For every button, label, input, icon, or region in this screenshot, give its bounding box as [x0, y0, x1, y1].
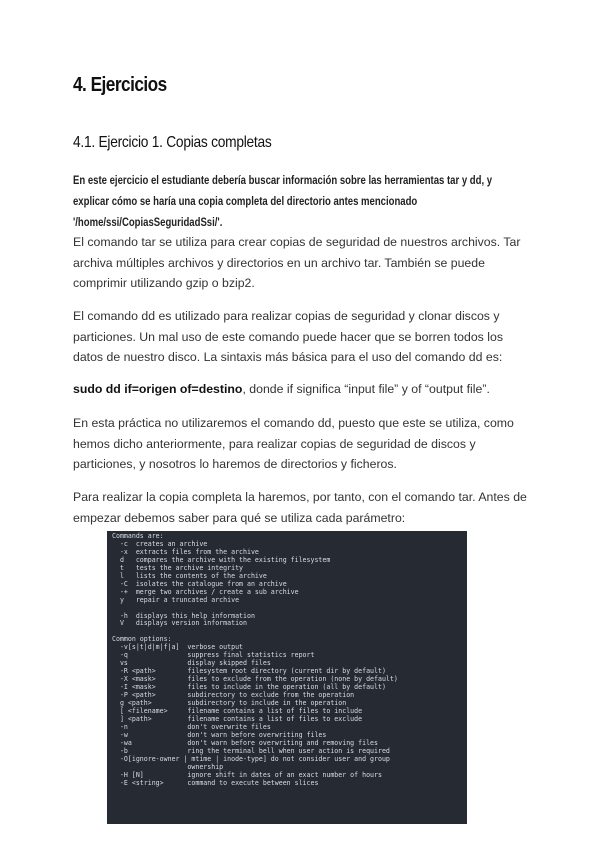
terminal-line: -h displays this help information [112, 611, 255, 620]
terminal-line: Commands are: [112, 532, 164, 540]
terminal-line: Common options: [112, 635, 172, 644]
terminal-line: -R <path> filesystem root directory (current dir by default) [112, 667, 386, 676]
terminal-line: -O[ignore-owner | mtime | inode-type] do not consider user and group [112, 754, 390, 763]
dd-command: sudo dd if=origen of=destino [73, 382, 243, 396]
terminal-line: ownership [112, 762, 224, 771]
terminal-line: -X <mask> files to exclude from the operation (none by default) [112, 675, 398, 684]
terminal-line: -wa don't warn before overwriting and removing files [112, 738, 378, 747]
terminal-line: -x extracts files from the archive [112, 547, 259, 556]
terminal-line: vs display skipped files [112, 659, 271, 668]
terminal-line: -b ring the terminal bell when user action is required [112, 746, 390, 755]
terminal-line: ] <path> filename contains a list of files to exclude [112, 714, 363, 723]
subsection-heading: 4.1. Ejercicio 1. Copias completas [73, 134, 272, 151]
terminal-line: -n don't overwrite files [112, 722, 271, 731]
paragraph-dd: El comando dd es utilizado para realizar copias de seguridad y clonar discos y particiones. Un mal uso de este comando puede hacer que se borren todos los datos de nuestro disco. La sintaxis más básica para el uso del comando dd es: [73, 309, 503, 364]
terminal-line: -C isolates the catalogue from an archive [112, 579, 287, 588]
paragraph-no-dd: En esta práctica no utilizaremos el comando dd, puesto que este se utiliza, como hemos dicho anteriormente, para realizar copias de seguridad de discos y particiones, y nosotros lo haremos de directorios y ficheros. [73, 416, 514, 471]
terminal-line: [ <filename> filename contains a list of files to include [112, 706, 363, 715]
terminal-line: -w don't warn before overwriting files [112, 730, 327, 739]
paragraph-tar: El comando tar se utiliza para crear copias de seguridad de nuestros archivos. Tar archiva múltiples archivos y directorios en un archivo tar. También se puede comprimir utilizando gzip o bzip2. [73, 235, 521, 290]
terminal-line: -c creates an archive [112, 539, 208, 548]
terminal-output [112, 533, 398, 788]
terminal-line: -q suppress final statistics report [112, 651, 315, 660]
terminal-line: g <path> subdirectory to include in the operation [112, 699, 347, 708]
terminal-line: -+ merge two archives / create a sub archive [112, 587, 299, 596]
terminal-line: -v[s|t|d|m|f|a] verbose output [112, 643, 244, 652]
terminal-line: t tests the archive integrity [112, 563, 244, 572]
exercise-statement: En este ejercicio el estudiante debería buscar información sobre las herramientas tar y dd, y explicar cómo se haría una copia completa del directorio antes mencionado '/home/ssi/CopiasSeguridadSsi/'. [73, 175, 493, 229]
terminal-line: -P <path> subdirectory to exclude from the operation [112, 691, 355, 700]
terminal-line: V displays version information [112, 619, 247, 628]
terminal-line: -H [N] ignore shift in dates of an exact number of hours [112, 770, 382, 779]
terminal-line: -I <mask> files to include in the operation (all by default) [112, 683, 386, 692]
paragraph-dd-syntax [73, 379, 533, 400]
dd-syntax-explanation: , donde if significa “input file” y of “output file”. [242, 382, 490, 396]
terminal-screenshot [107, 531, 467, 824]
terminal-line: -E <string> command to execute between slices [112, 778, 319, 787]
section-heading: 4. Ejercicios [73, 74, 167, 96]
terminal-line: d compares the archive with the existing filesystem [112, 555, 331, 564]
paragraph-tar-params: Para realizar la copia completa la haremos, por tanto, con el comando tar. Antes de empezar debemos saber para qué se utiliza cada parámetro: [73, 490, 527, 525]
terminal-line: l lists the contents of the archive [112, 571, 267, 580]
terminal-line: y repair a truncated archive [112, 595, 240, 604]
